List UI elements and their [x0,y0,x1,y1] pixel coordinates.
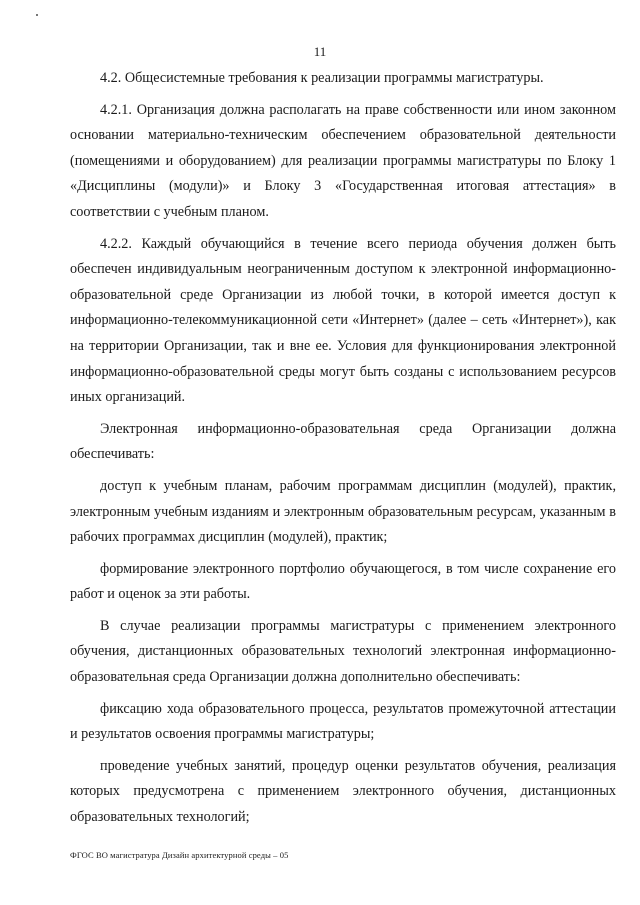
paragraph-4-2-1: 4.2.1. Организация должна располагать на праве собственности или ином законном основании материально-техническим обеспечением образовательной деятельности (помещениями и оборудованием) для реализации программы магистратуры по Блоку 1 «Дисциплины (модули)» и Блоку 3 «Государственная итоговая аттестация» в соответствии с учебным планом. [70,101,616,220]
paragraph-4-2-heading: 4.2. Общесистемные требования к реализации программы магистратуры. [100,70,544,86]
paragraph-portfolio: формирование электронного портфолио обучающегося, в том числе сохранение его работ и оценок за эти работы. [70,560,616,603]
paragraph-distance-learning: В случае реализации программы магистратуры с применением электронного обучения, дистанционных образовательных технологий электронная информационно-образовательная среда Организации должна дополнительно обеспечивать: [70,617,616,686]
paragraph-4-2-2: 4.2.2. Каждый обучающийся в течение всего периода обучения должен быть обеспечен индивидуальным неограниченным доступом к электронной информационно-образовательной среде Организации из любой точки, в которой имеется доступ к информационно-телекоммуникационной сети «Интернет» (далее – сеть «Интернет»), как на территории Организации, так и вне ее. Условия для функционирования электронной информационно-образовательной среды могут быть созданы с использованием ресурсов иных организаций. [70,235,616,406]
paragraph-access: доступ к учебным планам, рабочим программам дисциплин (модулей), практик, электронным учебным изданиям и электронным образовательным ресурсам, указанным в рабочих программах дисциплин (модулей), практик; [70,477,616,546]
footer-note: ФГОС ВО магистратура Дизайн архитектурной среды – 05 [70,850,289,860]
paragraph-eios-intro: Электронная информационно-образовательная среда Организации должна обеспечивать: [70,420,616,463]
paragraph-recording: фиксацию хода образовательного процесса, результатов промежуточной аттестации и результатов освоения программы магистратуры; [70,700,616,743]
paragraph-conducting: проведение учебных занятий, процедур оценки результатов обучения, реализация которых предусмотрена с применением электронного обучения, дистанционных образовательных технологий; [70,757,616,826]
page-number: 11 [313,44,327,59]
document-body [70,66,616,837]
scan-dot [36,14,38,16]
